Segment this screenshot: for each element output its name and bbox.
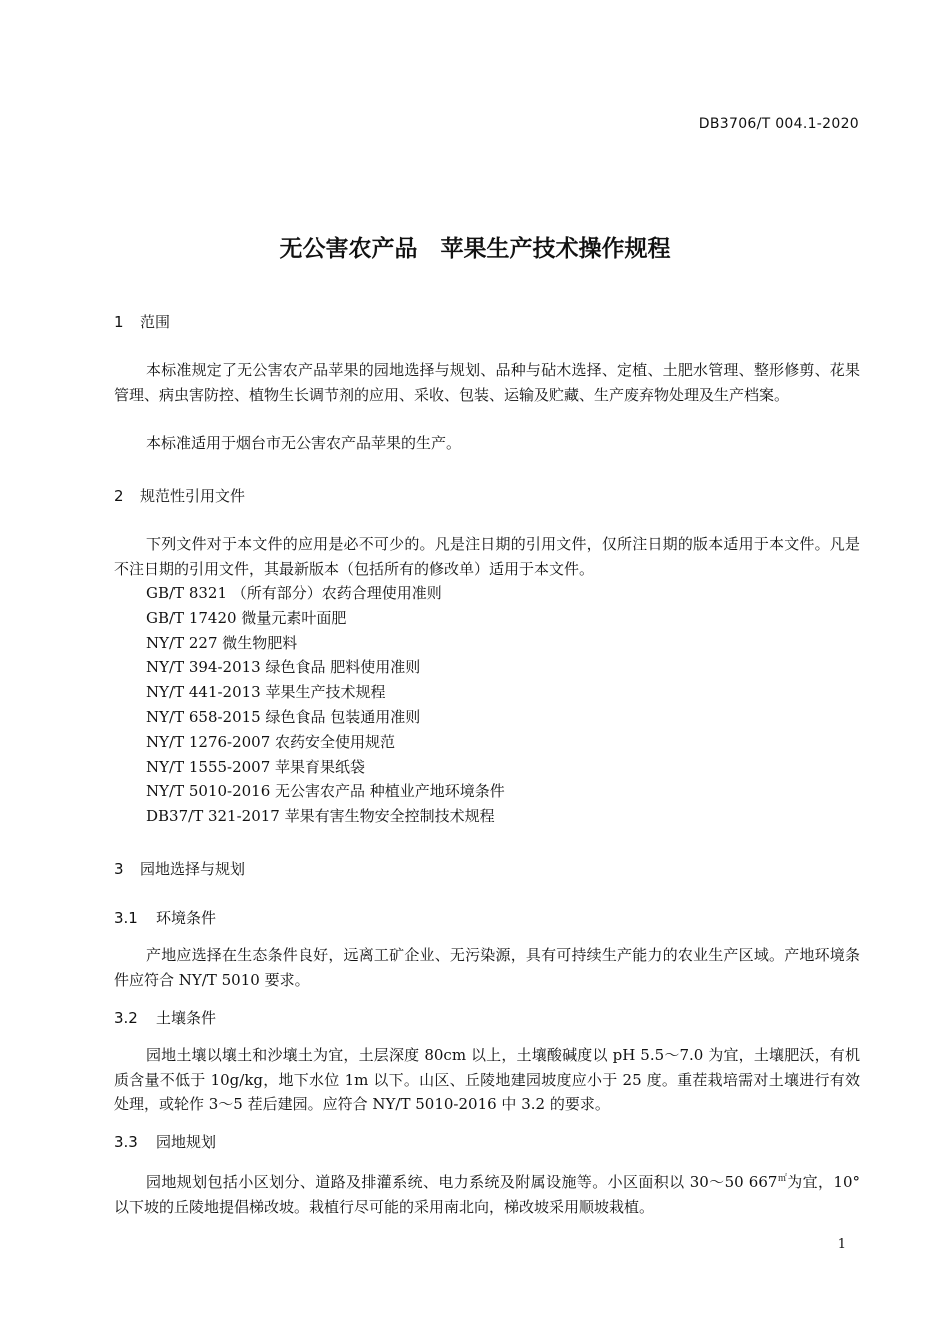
area-unit: ㎡ <box>777 1174 788 1184</box>
reference-item: NY/T 5010-2016 无公害农产品 种植业产地环境条件 <box>146 782 505 801</box>
document-title: 无公害农产品 苹果生产技术操作规程 <box>279 236 671 262</box>
section-number: 3 <box>114 860 124 878</box>
section-1-paragraph-2: 本标准适用于烟台市无公害农产品苹果的生产。 <box>146 434 462 452</box>
reference-item: NY/T 394-2013 绿色食品 肥料使用准则 <box>146 658 421 677</box>
subsection-3-3-heading <box>114 1131 216 1152</box>
reference-item: GB/T 8321 （所有部分）农药合理使用准则 <box>146 584 442 602</box>
section-2-paragraph-1: 下列文件对于本文件的应用是必不可少的。凡是注日期的引用文件，仅所注日期的版本适用于本文件。凡是不注日期的引用文件，其最新版本（包括所有的修改单）适用于本文件。 <box>114 535 860 578</box>
document-code: DB3706/T 004.1-2020 <box>698 116 859 132</box>
subsection-title: 园地规划 <box>156 1133 217 1151</box>
reference-item: DB37/T 321-2017 苹果有害生物安全控制技术规程 <box>146 807 495 826</box>
section-title: 范围 <box>140 313 171 331</box>
subsection-3-1-paragraph: 产地应选择在生态条件良好，远离工矿企业、无污染源，具有可持续生产能力的农业生产区域。产地环境条件应符合 NY/T 5010 要求。 <box>114 946 860 989</box>
subsection-title: 土壤条件 <box>156 1009 217 1027</box>
reference-item: NY/T 1276-2007 农药安全使用规范 <box>146 732 396 751</box>
section-title: 园地选择与规划 <box>140 860 246 878</box>
subsection-number: 3.2 <box>114 1009 138 1027</box>
subsection-3-2-heading <box>114 1007 216 1028</box>
subsection-3-2-paragraph: 园地土壤以壤土和沙壤土为宜，土层深度 80cm 以上，土壤酸碱度以 pH 5.5～7.0 为宜，土壤肥沃，有机质含量不低于 10g/kg，地下水位 1m 以下。山区、丘陵地建园坡度应小于 25 度。重茬栽培需对土壤进行有效处理，或轮作 3～5 茬后建园。应符合 NY/T 5010-2016 中 3.2 的要求。 <box>114 1046 860 1113</box>
reference-item: NY/T 441-2013 苹果生产技术规程 <box>146 683 386 702</box>
reference-item: NY/T 1555-2007 苹果育果纸袋 <box>146 757 366 776</box>
section-1-paragraph-1: 本标准规定了无公害农产品苹果的园地选择与规划、品种与砧木选择、定植、土肥水管理、整形修剪、花果管理、病虫害防控、植物生长调节剂的应用、采收、包装、运输及贮藏、生产废弃物处理及生产档案。 <box>114 361 860 404</box>
section-2-heading <box>114 485 245 506</box>
reference-item: GB/T 17420 微量元素叶面肥 <box>146 608 347 627</box>
section-1-heading <box>114 311 170 332</box>
subsection-3-1-heading <box>114 907 216 928</box>
section-title: 规范性引用文件 <box>140 487 246 505</box>
subsection-3-3-paragraph <box>114 1167 860 1219</box>
paragraph-text: 园地规划包括小区划分、道路及排灌系统、电力系统及附属设施等。小区面积以 30～50 667 <box>146 1173 778 1191</box>
normative-reference-list <box>146 581 505 829</box>
paragraph-text: 为宜，10° 以下坡的丘陵地提倡梯改坡。栽植行尽可能的采用南北向，梯改坡采用顺坡栽植。 <box>114 1173 860 1216</box>
section-number: 2 <box>114 487 124 505</box>
subsection-number: 3.3 <box>114 1133 138 1151</box>
reference-item: NY/T 227 微生物肥料 <box>146 633 298 652</box>
section-3-heading <box>114 858 245 879</box>
subsection-number: 3.1 <box>114 909 138 927</box>
section-number: 1 <box>114 313 124 331</box>
subsection-title: 环境条件 <box>156 909 217 927</box>
page-number: 1 <box>837 1237 846 1252</box>
reference-item: NY/T 658-2015 绿色食品 包装通用准则 <box>146 707 421 726</box>
